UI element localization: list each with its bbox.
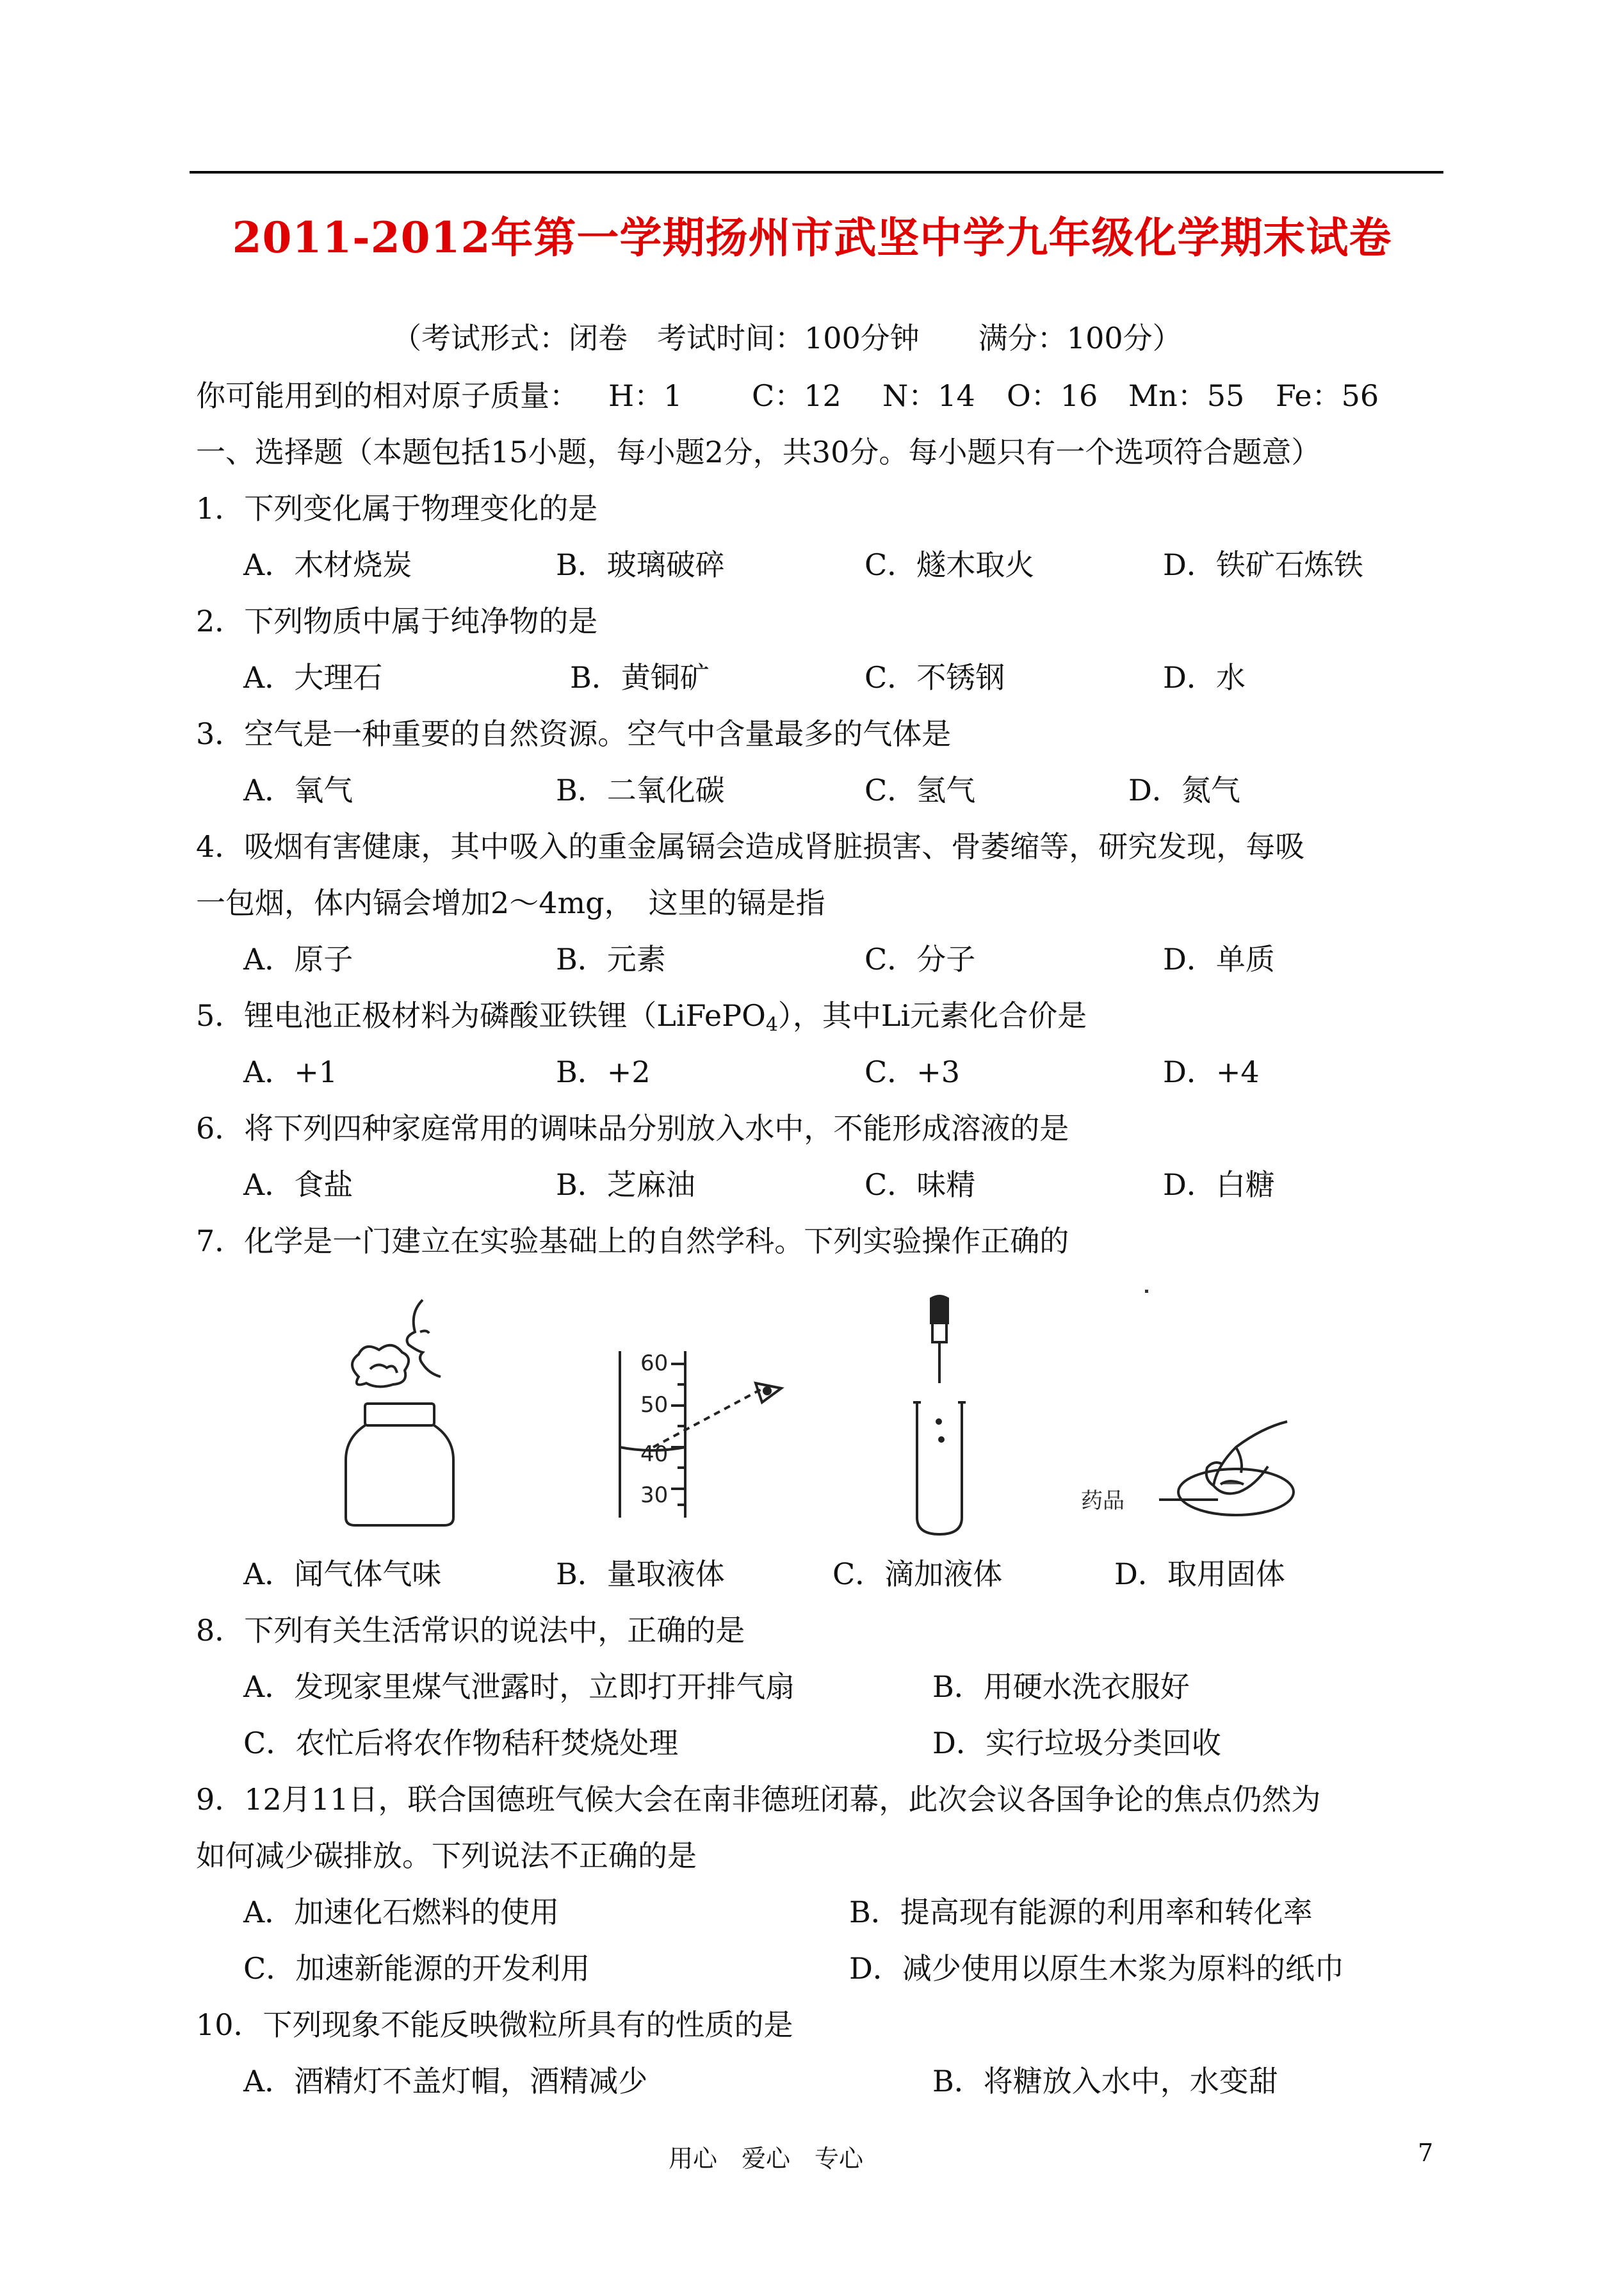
option-d: D．氮气: [1128, 773, 1240, 807]
solid-reagent-figure: [1076, 1409, 1306, 1524]
option-b: B．提高现有能源的利用率和转化率: [849, 1895, 1313, 1929]
option-a: A．原子: [243, 942, 353, 977]
option-d: D．白糖: [1163, 1167, 1275, 1202]
stem-post: ），其中Li元素化合价是: [777, 998, 1087, 1033]
option-c: C．滴加液体: [832, 1557, 1003, 1591]
section-heading: 一、选择题（本题包括15小题，每小题2分，共30分。每小题只有一个选项符合题意）: [196, 435, 1321, 469]
option-b: B．二氧化碳: [556, 773, 725, 807]
atomic-mass-o: O：16: [1007, 378, 1098, 413]
atomic-mass-h: H：1: [608, 378, 683, 413]
option-a: A．+1: [243, 1055, 338, 1089]
option-c: C．农忙后将农作物秸秆焚烧处理: [243, 1726, 679, 1760]
option-c: C．味精: [865, 1167, 976, 1202]
stray-dot: [1145, 1290, 1148, 1293]
question-stem: [196, 998, 1087, 1034]
dropper-figure: [904, 1293, 975, 1537]
option-c: C．分子: [865, 942, 976, 977]
atomic-mass-n: N：14: [882, 378, 975, 413]
option-b: B．元素: [556, 942, 666, 977]
tick-label-30: 30: [640, 1482, 669, 1508]
tick-label-40: 40: [640, 1441, 669, 1467]
atomic-mass-c: C：12: [752, 378, 841, 413]
question-stem: 3．空气是一种重要的自然资源。空气中含量最多的气体是: [196, 717, 952, 751]
tick-label-60: 60: [640, 1351, 669, 1376]
option-d: D．铁矿石炼铁: [1163, 547, 1363, 582]
question-stem: 1．下列变化属于物理变化的是: [196, 491, 598, 526]
option-b: B．+2: [556, 1055, 651, 1089]
page-number: 7: [1418, 2139, 1434, 2167]
option-a: A．大理石: [243, 660, 383, 695]
option-b: B．量取液体: [556, 1557, 725, 1591]
option-d: D．取用固体: [1114, 1557, 1285, 1591]
option-b: B．玻璃破碎: [556, 547, 725, 582]
option-a: A．氧气: [243, 773, 353, 807]
option-d: D．单质: [1163, 942, 1275, 977]
atomic-mass-mn: Mn：55: [1128, 378, 1245, 413]
question-stem: 2．下列物质中属于纯净物的是: [196, 604, 598, 638]
option-a: A．加速化石燃料的使用: [243, 1895, 560, 1929]
option-b: B．将糖放入水中，水变甜: [932, 2064, 1278, 2098]
stem-pre: 5．锂电池正极材料为磷酸亚铁锂（LiFePO: [196, 998, 766, 1033]
option-c: C．加速新能源的开发利用: [243, 1951, 590, 1986]
option-c: C．不锈钢: [865, 660, 1005, 695]
option-d: D．+4: [1163, 1055, 1260, 1089]
question-stem-line2: 一包烟，体内镉会增加2～4mg， 这里的镉是指: [196, 886, 825, 920]
atomic-mass-label: 你可能用到的相对原子质量：: [196, 378, 579, 413]
exam-info: （考试形式：闭卷 考试时间：100分钟 满分：100分）: [392, 321, 1182, 355]
option-a: A．闻气体气味: [243, 1557, 442, 1591]
option-d: D．实行垃圾分类回收: [932, 1726, 1221, 1760]
option-c: C．燧木取火: [865, 547, 1035, 582]
atomic-mass-fe: Fe：56: [1276, 378, 1379, 413]
stem-subscript: 4: [765, 1014, 778, 1036]
option-a: A．食盐: [243, 1167, 353, 1202]
header-rule: [190, 171, 1443, 174]
option-b: B．黄铜矿: [570, 660, 710, 695]
option-d: D．水: [1163, 660, 1246, 695]
question-stem-line1: 9．12月11日，联合国德班气候大会在南非德班闭幕，此次会议各国争论的焦点仍然为: [196, 1782, 1321, 1817]
solid-label: 药品: [1081, 1488, 1125, 1514]
question-stem: 6．将下列四种家庭常用的调味品分别放入水中，不能形成溶液的是: [196, 1111, 1069, 1146]
footer-motto: 用心 爱心 专心: [669, 2145, 864, 2173]
question-stem: 10．下列现象不能反映微粒所具有的性质的是: [196, 2007, 793, 2042]
option-a: A．发现家里煤气泄露时，立即打开排气扇: [243, 1669, 795, 1704]
question-stem-line2: 如何减少碳排放。下列说法不正确的是: [196, 1838, 697, 1873]
option-d: D．减少使用以原生木浆为原料的纸巾: [849, 1951, 1344, 1986]
exam-title: 2011-2012年第一学期扬州市武坚中学九年级化学期末试卷: [232, 213, 1392, 263]
smell-gas-figure: [333, 1293, 461, 1537]
option-c: C．+3: [865, 1055, 961, 1089]
question-stem: 7．化学是一门建立在实验基础上的自然学科。下列实验操作正确的: [196, 1224, 1069, 1258]
measuring-cylinder-figure: [613, 1351, 818, 1524]
tick-label-50: 50: [640, 1392, 669, 1418]
question-stem: 8．下列有关生活常识的说法中，正确的是: [196, 1613, 745, 1648]
option-a: A．木材烧炭: [243, 547, 412, 582]
option-c: C．氢气: [865, 773, 976, 807]
option-b: B．用硬水洗衣服好: [932, 1669, 1190, 1704]
question-stem-line1: 4．吸烟有害健康，其中吸入的重金属镉会造成肾脏损害、骨萎缩等，研究发现，每吸: [196, 829, 1305, 864]
option-b: B．芝麻油: [556, 1167, 695, 1202]
option-a: A．酒精灯不盖灯帽，酒精减少: [243, 2064, 648, 2098]
